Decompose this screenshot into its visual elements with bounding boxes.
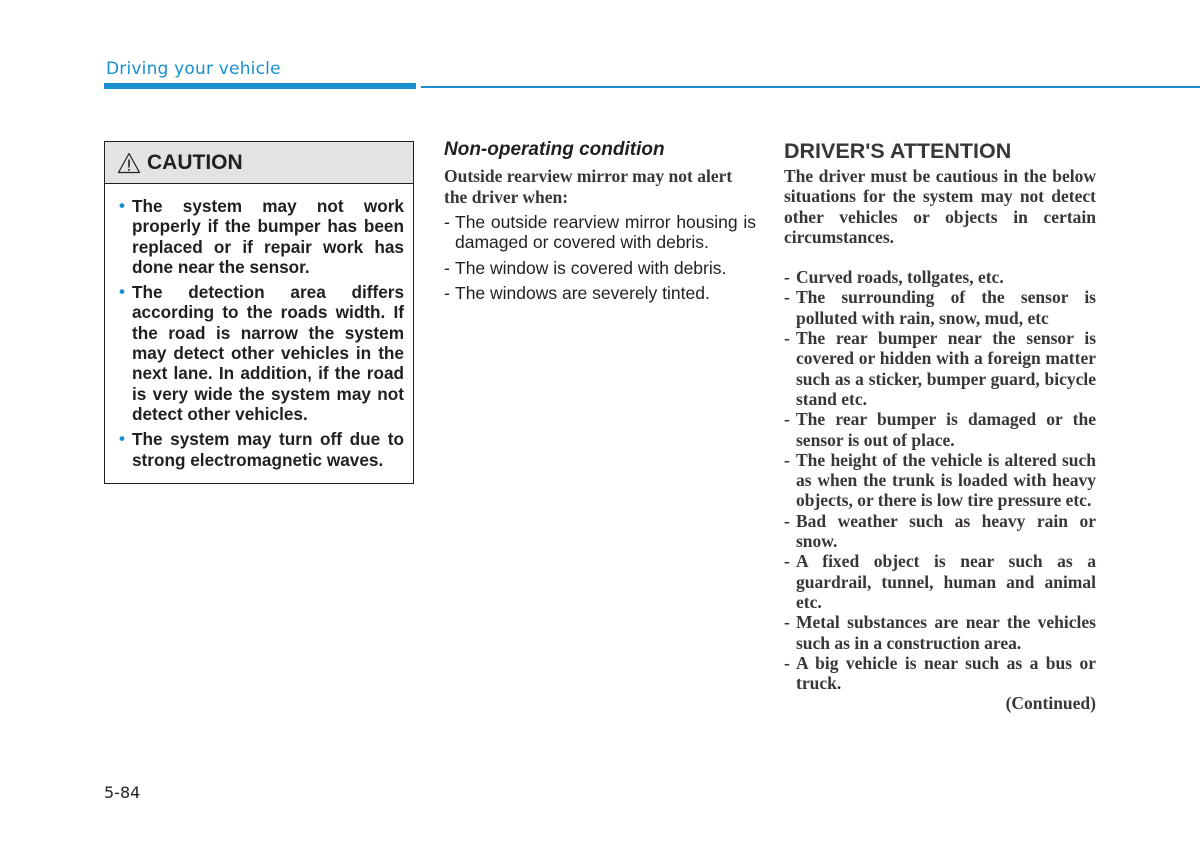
list-item: - The windows are severely tinted. [444, 282, 710, 303]
header-rule-thin [421, 86, 1200, 88]
list-item: - The rear bumper near the sensor is covered or hidden with a foreign matter such as a sticker, bumper guard, bicycle stand etc. [784, 328, 1096, 409]
non-operating-section [444, 137, 756, 308]
caution-item [119, 196, 404, 277]
list-item: - The height of the vehicle is altered such as when the trunk is loaded with heavy objects, or there is low tire pressure etc. [784, 449, 1096, 511]
list-item-text: A fixed object is near such as a guardrail, tunnel, human and animal etc. [796, 551, 1096, 612]
drivers-attention-heading: DRIVER'S ATTENTION [784, 139, 1012, 163]
list-item-text: The rear bumper near the sensor is covered or hidden with a foreign matter such as a sticker, bumper guard, bicycle stand etc. [796, 328, 1096, 409]
header-rule-thick [104, 83, 416, 89]
list-item: - A big vehicle is near such as a bus or truck. [784, 652, 1096, 694]
list-item: - Bad weather such as heavy rain or snow. [784, 510, 1096, 552]
continued-note: (Continued) [1005, 693, 1096, 714]
caution-header [105, 142, 413, 184]
non-operating-intro: Outside rearview mirror may not alert the driver when: [444, 166, 733, 207]
non-operating-heading: Non-operating condition [444, 139, 665, 160]
page-number: 5-84 [104, 783, 141, 802]
non-operating-list [444, 212, 756, 303]
list-item-text: A big vehicle is near such as a bus or truck. [796, 652, 1096, 694]
list-item: - Metal substances are near the vehicles such as in a construction area. [784, 612, 1096, 653]
bullet-icon: • [119, 282, 125, 302]
caution-item-text: The system may turn off due to strong electromagnetic waves. [132, 429, 404, 470]
drivers-attention-section [784, 137, 1096, 714]
drivers-attention-intro: The driver must be cautious in the below situations for the system may not detect other vehicles or objects in certain circumstances. [784, 166, 1096, 247]
list-item-text: The height of the vehicle is altered such as when the trunk is loaded with heavy objects, or there is low tire pressure etc. [796, 449, 1096, 511]
caution-item [119, 429, 404, 470]
caution-item [119, 282, 404, 424]
caution-title: CAUTION [147, 150, 243, 174]
list-item: - Curved roads, tollgates, etc. [784, 267, 1004, 288]
list-item-text: The outside rearview mirror housing is damaged or covered with debris. [455, 212, 756, 253]
caution-list [105, 184, 413, 470]
list-item: - The outside rearview mirror housing is damaged or covered with debris. [444, 212, 756, 253]
list-item: - The window is covered with debris. [444, 257, 727, 278]
bullet-icon: • [119, 196, 125, 215]
warning-triangle-icon [117, 152, 141, 174]
list-item-text: The windows are severely tinted. [455, 282, 710, 303]
list-item-text: Curved roads, tollgates, etc. [796, 267, 1004, 288]
list-item-text: The surrounding of the sensor is polluted with rain, snow, mud, etc [796, 287, 1096, 328]
list-item-text: The rear bumper is damaged or the sensor is out of place. [796, 409, 1096, 450]
caution-box [104, 141, 414, 484]
list-item-text: The window is covered with debris. [455, 257, 727, 278]
list-item-text: Metal substances are near the vehicles such as in a construction area. [796, 612, 1096, 653]
section-title: Driving your vehicle [106, 59, 281, 79]
list-item: - The rear bumper is damaged or the sensor is out of place. [784, 409, 1096, 450]
list-item: - A fixed object is near such as a guardrail, tunnel, human and animal etc. [784, 551, 1096, 612]
caution-item-text: The system may not work properly if the bumper has been replaced or if repair work has done near the sensor. [132, 196, 404, 277]
bullet-icon: • [119, 429, 125, 449]
drivers-attention-list [784, 267, 1096, 693]
caution-item-text: The detection area differs according to the roads width. If the road is narrow the system may detect other vehicles in the next lane. In addition, if the road is very wide the system may not detect other vehicles. [132, 282, 404, 424]
list-item: - The surrounding of the sensor is polluted with rain, snow, mud, etc [784, 287, 1096, 328]
list-item-text: Bad weather such as heavy rain or snow. [796, 510, 1096, 552]
